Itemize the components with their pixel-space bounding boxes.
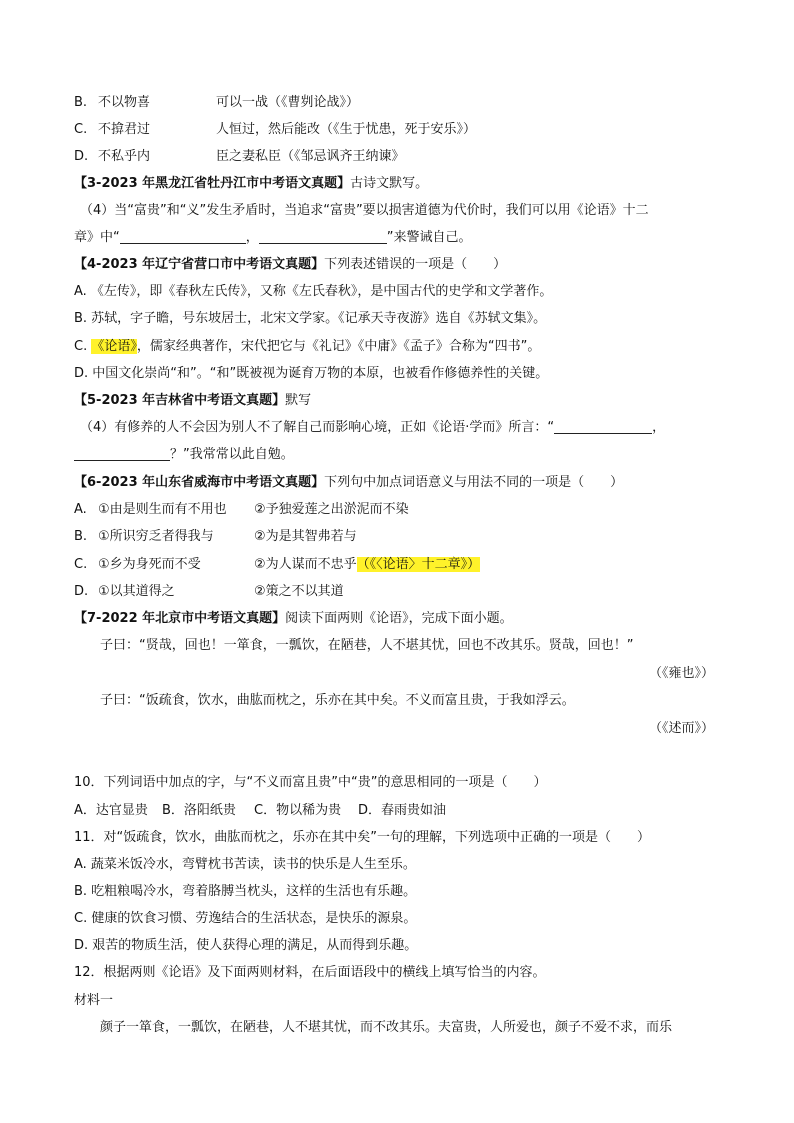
q7-passage-2: 子曰：“饭疏食，饮水，曲肱而枕之，乐亦在其中矣。不义而富且贵，于我如浮云。 (100, 693, 575, 708)
q12-stem: 12．根据两则《论语》及下面两则材料，在后面语段中的横线上填写恰当的内容。 (74, 965, 546, 980)
q6-option-b: B. ①所识穷乏者得我与 ②为是其智弗若与 (74, 529, 357, 544)
q10-options (74, 802, 446, 820)
q3-blank-1[interactable] (120, 229, 246, 244)
q5-blank-1[interactable] (554, 419, 652, 434)
q7-source-2: （《述而》） (648, 721, 714, 736)
q4-option-c: C. 《论语》，儒家经典著作，宋代把它与《礼记》《中庸》《孟子》合称为“四书”。 (74, 339, 541, 354)
q2-option-d: D. 不私乎内 臣之妻私臣（《邹忌讽齐王纳谏》 (74, 149, 405, 164)
q5-line1: （4）有修养的人不会因为别人不了解自己而影响心境，正如《论语·学而》所言：“ ， (80, 420, 666, 435)
q4-option-a: A. 《左传》，即《春秋左氏传》，又称《左氏春秋》，是中国古代的史学和文学著作。 (74, 284, 553, 299)
q4-option-d: D. 中国文化崇尚“和”。“和”既被视为诞育万物的本原，也被看作修德养性的关键。 (74, 366, 549, 381)
q5-line2: ？”我常常以此自勉。 (74, 446, 294, 464)
q11-option-d[interactable]: D. 艰苦的物质生活，使人获得心理的满足，从而得到乐趣。 (74, 938, 418, 953)
q5-blank-2[interactable] (74, 446, 170, 461)
q2-option-c: C. 不揜君过 人恒过，然后能改（《生于忧患，死于安乐》） (74, 122, 477, 137)
q6-heading: 【6-2023 年山东省威海市中考语文真题】下列句中加点词语意义与用法不同的一项是（ ） (74, 475, 624, 490)
q11-stem: 11．对“饭疏食，饮水，曲肱而枕之，乐亦在其中矣”一句的理解，下列选项中正确的一项是（ ） (74, 830, 651, 845)
q11-option-a[interactable]: A. 蔬菜米饭冷水，弯臂枕书苦读，读书的快乐是人生至乐。 (74, 857, 416, 872)
q10-stem: 10．下列词语中加点的字，与“不义而富且贵”中“贵”的意思相同的一项是（ ） (74, 775, 547, 790)
q10-option-c[interactable]: C．物以稀为贵 (254, 803, 342, 818)
q12-material-label: 材料一 (74, 993, 114, 1008)
q7-passage-1: 子曰：“贤哉，回也！一箪食，一瓢饮，在陋巷，人不堪其忧，回也不改其乐。贤哉，回也！” (100, 638, 634, 653)
q7-heading: 【7-2022 年北京市中考语文真题】阅读下面两则《论语》，完成下面小题。 (74, 611, 513, 626)
q11-option-b[interactable]: B. 吃粗粮喝冷水，弯着胳膊当枕头，这样的生活也有乐趣。 (74, 884, 417, 899)
q3-blank-2[interactable] (259, 229, 387, 244)
q4-heading: 【4-2023 年辽宁省营口市中考语文真题】下列表述错误的一项是（ ） (74, 257, 507, 272)
q5-heading: 【5-2023 年吉林省中考语文真题】默写 (74, 393, 312, 408)
q10-option-b[interactable]: B．洛阳纸贵 (162, 803, 236, 818)
q6-option-c: C. ①乡为身死而不受 ②为人谋而不忠乎（《〈论语〉十二章》） (74, 557, 481, 572)
q3-heading: 【3-2023 年黑龙江省牡丹江市中考语文真题】古诗文默写。 (74, 176, 429, 191)
q6-option-a: A. ①由是则生而有不用也 ②予独爱莲之出淤泥而不染 (74, 502, 409, 517)
q10-option-d[interactable]: D．春雨贵如油 (358, 803, 447, 818)
q3-line2: 章》中“ ， ”来警诫自己。 (74, 230, 472, 245)
highlight-lunyu: 《论语》 (91, 339, 137, 354)
q3-line1: （4）当“富贵”和“义”发生矛盾时，当追求“富贵”要以损害道德为代价时，我们可以用《论语》十二 (80, 203, 649, 218)
q4-option-b: B. 苏轼，字子瞻，号东坡居士，北宋文学家。《记承天寺夜游》选自《苏轼文集》。 (74, 311, 547, 326)
q11-option-c[interactable]: C. 健康的饮食习惯、劳逸结合的生活状态，是快乐的源泉。 (74, 911, 417, 926)
q7-source-1: （《雍也》） (648, 666, 714, 681)
highlight-source: （《〈论语〉十二章》） (356, 557, 481, 572)
q6-option-d: D. ①以其道得之 ②策之不以其道 (74, 584, 344, 599)
q12-material-text: 颜子一箪食，一瓢饮，在陋巷，人不堪其忧，而不改其乐。夫富贵，人所爱也，颜子不爱不求，而乐 (100, 1020, 673, 1035)
q2-option-b: B. 不以物喜 可以一战（《曹刿论战》） (74, 95, 360, 110)
q10-option-a[interactable]: A．达官显贵 (74, 803, 148, 818)
